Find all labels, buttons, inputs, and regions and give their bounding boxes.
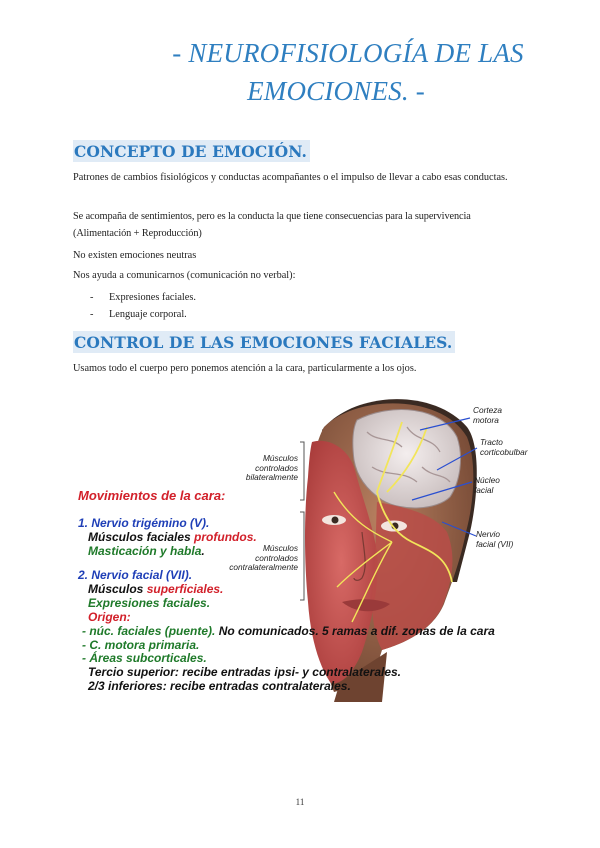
paragraph-neutras: No existen emociones neutras [73,250,197,261]
paragraph-intro-cara: Usamos todo el cuerpo pero ponemos atención a la cara, particularmente a los ojos. [73,363,417,374]
note-areas: - Áreas subcorticales. [82,651,207,665]
note-movimientos: Movimientos de la cara: [78,488,226,503]
page-title-line-1: - NEUROFISIOLOGÍA DE LAS [172,38,524,68]
label-tracto-corticobulbar: Tracto corticobulbar [480,437,528,457]
note-musculos-superficiales: Músculos superficiales. [88,582,224,596]
note-masticacion: Masticación y habla. [88,544,205,558]
list-item: - Lenguaje corporal. [90,309,187,320]
page-number: 11 [295,797,305,807]
note-trigemino: 1. Nervio trigémino (V). [78,516,210,530]
note-expresiones: Expresiones faciales. [88,596,211,610]
note-dos-tercios: 2/3 inferiores: recibe entradas contralaterales. [88,679,351,693]
figure-facial-control [72,382,542,702]
label-musculos-bilateral: Músculos controlados bilateralmente [245,453,298,483]
note-facial-vii: 2. Nervio facial (VII). [78,568,193,582]
section-heading-control: CONTROL DE LAS EMOCIONES FACIALES. [73,331,455,353]
paragraph-comunicacion: Nos ayuda a comunicarnos (comunicación no verbal): [73,270,296,281]
label-musculos-contralateral: Músculos controlados contralateralmente [229,543,298,573]
page-title [0,34,600,110]
label-nervio-facial: Nervio facial (VII) [476,529,514,549]
note-tercio-superior: Tercio superior: recibe entradas ipsi- y contralaterales. [88,665,402,679]
note-origen: Origen: [88,610,131,624]
section-heading-concepto: CONCEPTO DE EMOCIÓN. [73,140,310,162]
note-c-motora: - C. motora primaria. [82,638,200,652]
label-corteza-motora: Corteza motora [473,405,503,425]
paragraph-sentimientos: Se acompaña de sentimientos, pero es la conducta la que tiene consecuencias para la supervivencia (Alimentación + Reproducción) [73,211,471,239]
bullet-list [73,289,473,323]
list-item: - Expresiones faciales. [90,292,196,303]
note-nuc-faciales: - núc. faciales (puente). No comunicados. 5 ramas a dif. zonas de la cara [82,624,495,638]
note-musculos-profundos: Músculos faciales profundos. [88,530,257,544]
paragraph-definicion: Patrones de cambios fisiológicos y conductas acompañantes o el impulso de llevar a cabo esas conductas. [73,172,508,183]
page-title-line-2: EMOCIONES. - [247,76,425,106]
label-nucleo-facial: Núcleo facial [474,475,500,495]
